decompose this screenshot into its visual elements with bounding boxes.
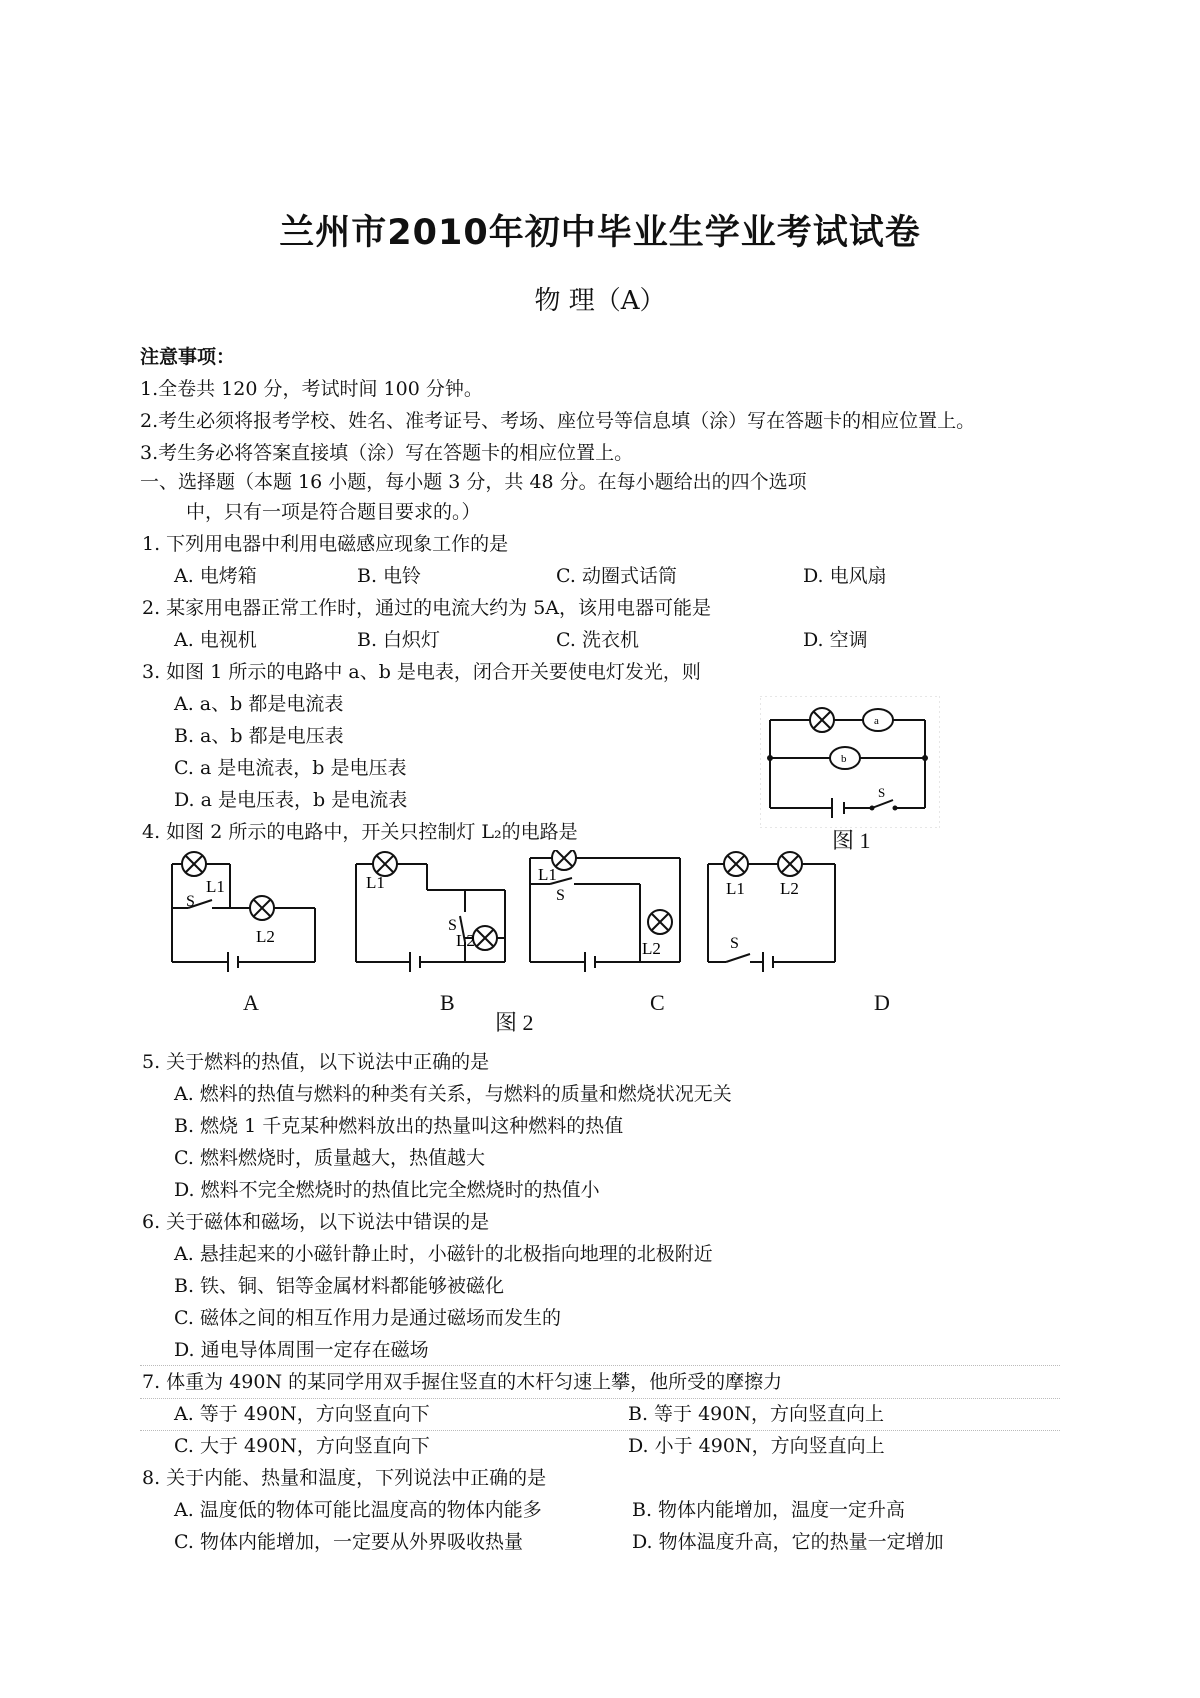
notice-item: 3.考生务必将答案直接填（涂）写在答题卡的相应位置上。 <box>140 442 634 464</box>
divider <box>140 1365 1060 1366</box>
option: D. a 是电压表，b 是电流表 <box>174 789 408 811</box>
option: B. 等于 490N，方向竖直向上 <box>628 1403 884 1425</box>
option: D. 物体温度升高，它的热量一定增加 <box>632 1531 944 1553</box>
option-label-b: B <box>440 990 455 1015</box>
option: A. 电烤箱 <box>174 565 257 587</box>
option: A. 燃料的热值与燃料的种类有关系，与燃料的质量和燃烧状况无关 <box>174 1083 732 1105</box>
lamp-1-label: L1 <box>726 879 745 898</box>
question-stem: 5. 关于燃料的热值，以下说法中正确的是 <box>142 1051 490 1073</box>
option-label-c: C <box>650 990 665 1015</box>
lamp-1-label: L1 <box>366 873 385 892</box>
notice-item: 1.全卷共 120 分，考试时间 100 分钟。 <box>140 378 483 400</box>
switch-label: S <box>186 893 195 910</box>
figure-1-caption: 图 1 <box>832 828 871 853</box>
option: B. 电铃 <box>357 565 422 587</box>
option: B. 物体内能增加，温度一定升高 <box>632 1499 906 1521</box>
divider <box>140 1398 1060 1399</box>
question-stem: 4. 如图 2 所示的电路中，开关只控制灯 L₂的电路是 <box>142 821 578 843</box>
page-title: 兰州市2010年初中毕业生学业考试试卷 <box>279 213 921 253</box>
option: A. a、b 都是电流表 <box>174 693 344 715</box>
option: A. 温度低的物体可能比温度高的物体内能多 <box>174 1499 542 1521</box>
section-heading-cont: 中，只有一项是符合题目要求的。） <box>186 501 481 523</box>
meter-b-label: b <box>841 753 847 765</box>
lamp-2-label: L2 <box>256 927 275 946</box>
option-label-a: A <box>243 990 259 1015</box>
notice-heading: 注意事项： <box>140 346 236 368</box>
switch-label: S <box>556 887 565 904</box>
option: D. 通电导体周围一定存在磁场 <box>174 1339 429 1361</box>
option: B. a、b 都是电压表 <box>174 725 344 747</box>
figure-2-caption: 图 2 <box>495 1010 534 1035</box>
lamp-2-label: L2 <box>780 879 799 898</box>
question-stem: 3. 如图 1 所示的电路中 a、b 是电表，闭合开关要使电灯发光，则 <box>142 661 701 683</box>
option: C. 磁体之间的相互作用力是通过磁场而发生的 <box>174 1307 561 1329</box>
section-heading: 一、选择题（本题 16 小题，每小题 3 分，共 48 分。在每小题给出的四个选项 <box>140 471 807 493</box>
question-stem: 6. 关于磁体和磁场，以下说法中错误的是 <box>142 1211 490 1233</box>
option: C. 洗衣机 <box>556 629 639 651</box>
option: B. 燃烧 1 千克某种燃料放出的热量叫这种燃料的热值 <box>174 1115 624 1137</box>
figure-1-circuit <box>760 696 940 828</box>
option: C. a 是电流表，b 是电压表 <box>174 757 407 779</box>
page-subtitle: 物 理（A） <box>534 286 666 316</box>
option: C. 大于 490N，方向竖直向下 <box>174 1435 430 1457</box>
option: A. 悬挂起来的小磁针静止时，小磁针的北极指向地理的北极附近 <box>174 1243 713 1265</box>
option: C. 物体内能增加，一定要从外界吸收热量 <box>174 1531 523 1553</box>
option: D. 小于 490N，方向竖直向上 <box>628 1435 885 1457</box>
meter-a-label: a <box>874 715 879 727</box>
notice-item: 2.考生必须将报考学校、姓名、准考证号、考场、座位号等信息填（涂）写在答题卡的相应位置上。 <box>140 410 976 432</box>
switch-label: S <box>448 917 457 934</box>
question-stem: 8. 关于内能、热量和温度，下列说法中正确的是 <box>142 1467 547 1489</box>
option: C. 燃料燃烧时，质量越大，热值越大 <box>174 1147 485 1169</box>
lamp-2-label: L2 <box>456 931 475 950</box>
option: D. 空调 <box>803 629 868 651</box>
question-stem: 7. 体重为 490N 的某同学用双手握住竖直的木杆匀速上攀，他所受的摩擦力 <box>142 1371 783 1393</box>
figure-2-circuits <box>160 850 880 980</box>
lamp-2-label: L2 <box>642 939 661 958</box>
option: B. 铁、铜、铝等金属材料都能够被磁化 <box>174 1275 505 1297</box>
option: C. 动圈式话筒 <box>556 565 677 587</box>
option: D. 电风扇 <box>803 565 887 587</box>
switch-label: S <box>878 785 886 800</box>
option: A. 电视机 <box>174 629 257 651</box>
option: D. 燃料不完全燃烧时的热值比完全燃烧时的热值小 <box>174 1179 600 1201</box>
option-label-d: D <box>874 990 890 1015</box>
question-stem: 1. 下列用电器中利用电磁感应现象工作的是 <box>142 533 509 555</box>
divider <box>140 1430 1060 1431</box>
lamp-1-label: L1 <box>538 865 557 884</box>
switch-label: S <box>730 935 739 952</box>
question-stem: 2. 某家用电器正常工作时，通过的电流大约为 5A，该用电器可能是 <box>142 597 712 619</box>
option: A. 等于 490N，方向竖直向下 <box>174 1403 430 1425</box>
option: B. 白炽灯 <box>357 629 441 651</box>
lamp-1-label: L1 <box>206 877 225 896</box>
